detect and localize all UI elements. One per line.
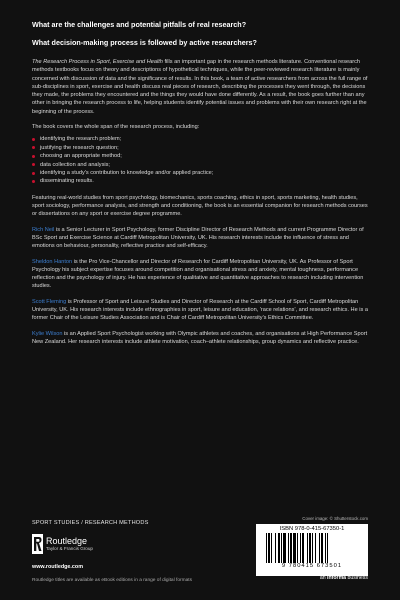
- list-item: data collection and analysis;: [32, 161, 368, 169]
- featuring-paragraph: Featuring real-world studies from sport psychology, biomechanics, sports coaching, ethics in sport, sports marketing, health studies, sport sociology, performance analysis, and strength and conditioning, the book is an essential companion for research methods courses or dissertations on any sport or exercise degree programme.: [32, 194, 368, 218]
- cover-credit: Cover image: © Shutterstock.com: [302, 516, 368, 521]
- question-1: What are the challenges and potential pitfalls of real research?: [32, 20, 247, 29]
- publisher-name: Routledge: [46, 536, 88, 546]
- cover-footer: [32, 516, 368, 600]
- author-bio-text: is a Senior Lecturer in Sport Psychology, former Discipline Director of Research Methods and current Programme Director of BSc Sport and Exercise Science at Cardiff Metropolitan University, UK. His research interests include the influence of stress and emotions on behaviour, personality, reflective practice and self-efficacy.: [32, 226, 364, 250]
- publisher-sub: Taylor & Francis Group: [46, 546, 93, 551]
- informa-tagline: [320, 575, 368, 581]
- informa-brand: informa: [327, 575, 347, 581]
- series-label: SPORT STUDIES / RESEARCH METHODS: [32, 520, 149, 526]
- routledge-logo: [32, 534, 93, 554]
- author-bio-4: [32, 330, 368, 347]
- list-item: choosing an appropriate method;: [32, 152, 368, 160]
- list-item: identifying a study's contribution to knowledge and/or applied practice;: [32, 169, 368, 177]
- author-name: Kylie Wilson: [32, 330, 63, 337]
- question-2: What decision-making process is followed by active researchers?: [32, 38, 257, 47]
- isbn: ISBN 978-0-415-67350-1: [279, 526, 345, 532]
- list-item: disseminating results.: [32, 177, 368, 185]
- routledge-mark-icon: [32, 534, 43, 554]
- author-bio-text: is an Applied Sport Psychologist working with Olympic athletes and coaches, and organisations at High Performance Sport New Zealand. Her research interests include athlete motivation, coach–athlete relationships, group dynamics and reflective practice.: [32, 330, 368, 345]
- barcode-box: [256, 524, 368, 576]
- barcode-digits: 9 780415 673501: [281, 563, 343, 569]
- author-bio-3: [32, 298, 368, 323]
- list-item: justifying the research question;: [32, 144, 368, 152]
- publisher-url: www.routledge.com: [32, 564, 84, 570]
- topics-list: [32, 135, 368, 185]
- author-name: Sheldon Hanton: [32, 258, 73, 265]
- informa-prefix: an: [319, 575, 328, 581]
- barcode-icon: [262, 533, 362, 563]
- informa-suffix: business: [346, 575, 368, 581]
- author-bio-2: [32, 258, 368, 291]
- list-item: identifying the research problem;: [32, 135, 368, 143]
- author-bio-text: is Professor of Sport and Leisure Studies and Director of Research at the Cardiff School of Sport, Cardiff Metropolitan University, UK. His research interests include ethnographies in sport, leisure and education, 'race relations', and research ethics. He is a former Chair of the Leisure Studies Association and is Chair of Cardiff Metropolitan University's Ethics Committee.: [32, 298, 368, 322]
- author-bio-1: [32, 226, 368, 251]
- intro-text: fills an important gap in the research methods literature. Conventional research methods textbooks focus on theory and descriptions of hypothetical techniques, while the peer-reviewed research literature is mainly concerned with discussion of data and the significance of results. In this book, a team of active researchers from across the full range of sub-disciplines in sport, exercise and health discuss real pieces of research, describing the processes they went through, the decisions they made, the problems they encountered and the things they would have done differently. As a result, the book goes further than any other in bringing the research process to life, helping students identify potential issues and problems with their own research right at the beginning of the process.: [32, 59, 368, 115]
- author-name: Scott Fleming: [32, 298, 67, 305]
- publisher-text: [46, 536, 93, 552]
- cover-text: [32, 20, 368, 353]
- ebook-note: Routledge titles are available as eBook editions in a range of digital formats: [32, 578, 192, 583]
- author-bio-text: is the Pro Vice-Chancellor and Director of Research for Cardiff Metropolitan University, UK. As Professor of Sport Psychology his subject expertise focuses around competition and organisational stress and anxiety, mental toughness, performance reflection and the psychology of injury. He has experience of qualitative and quantitative approaches to research including intervention studies.: [32, 258, 364, 290]
- intro-paragraph: [32, 58, 368, 116]
- covers-lead: The book covers the whole span of the research process, including:: [32, 124, 200, 131]
- author-name: Rich Neil: [32, 226, 55, 233]
- book-title: The Research Process in Sport, Exercise and Health: [32, 59, 163, 65]
